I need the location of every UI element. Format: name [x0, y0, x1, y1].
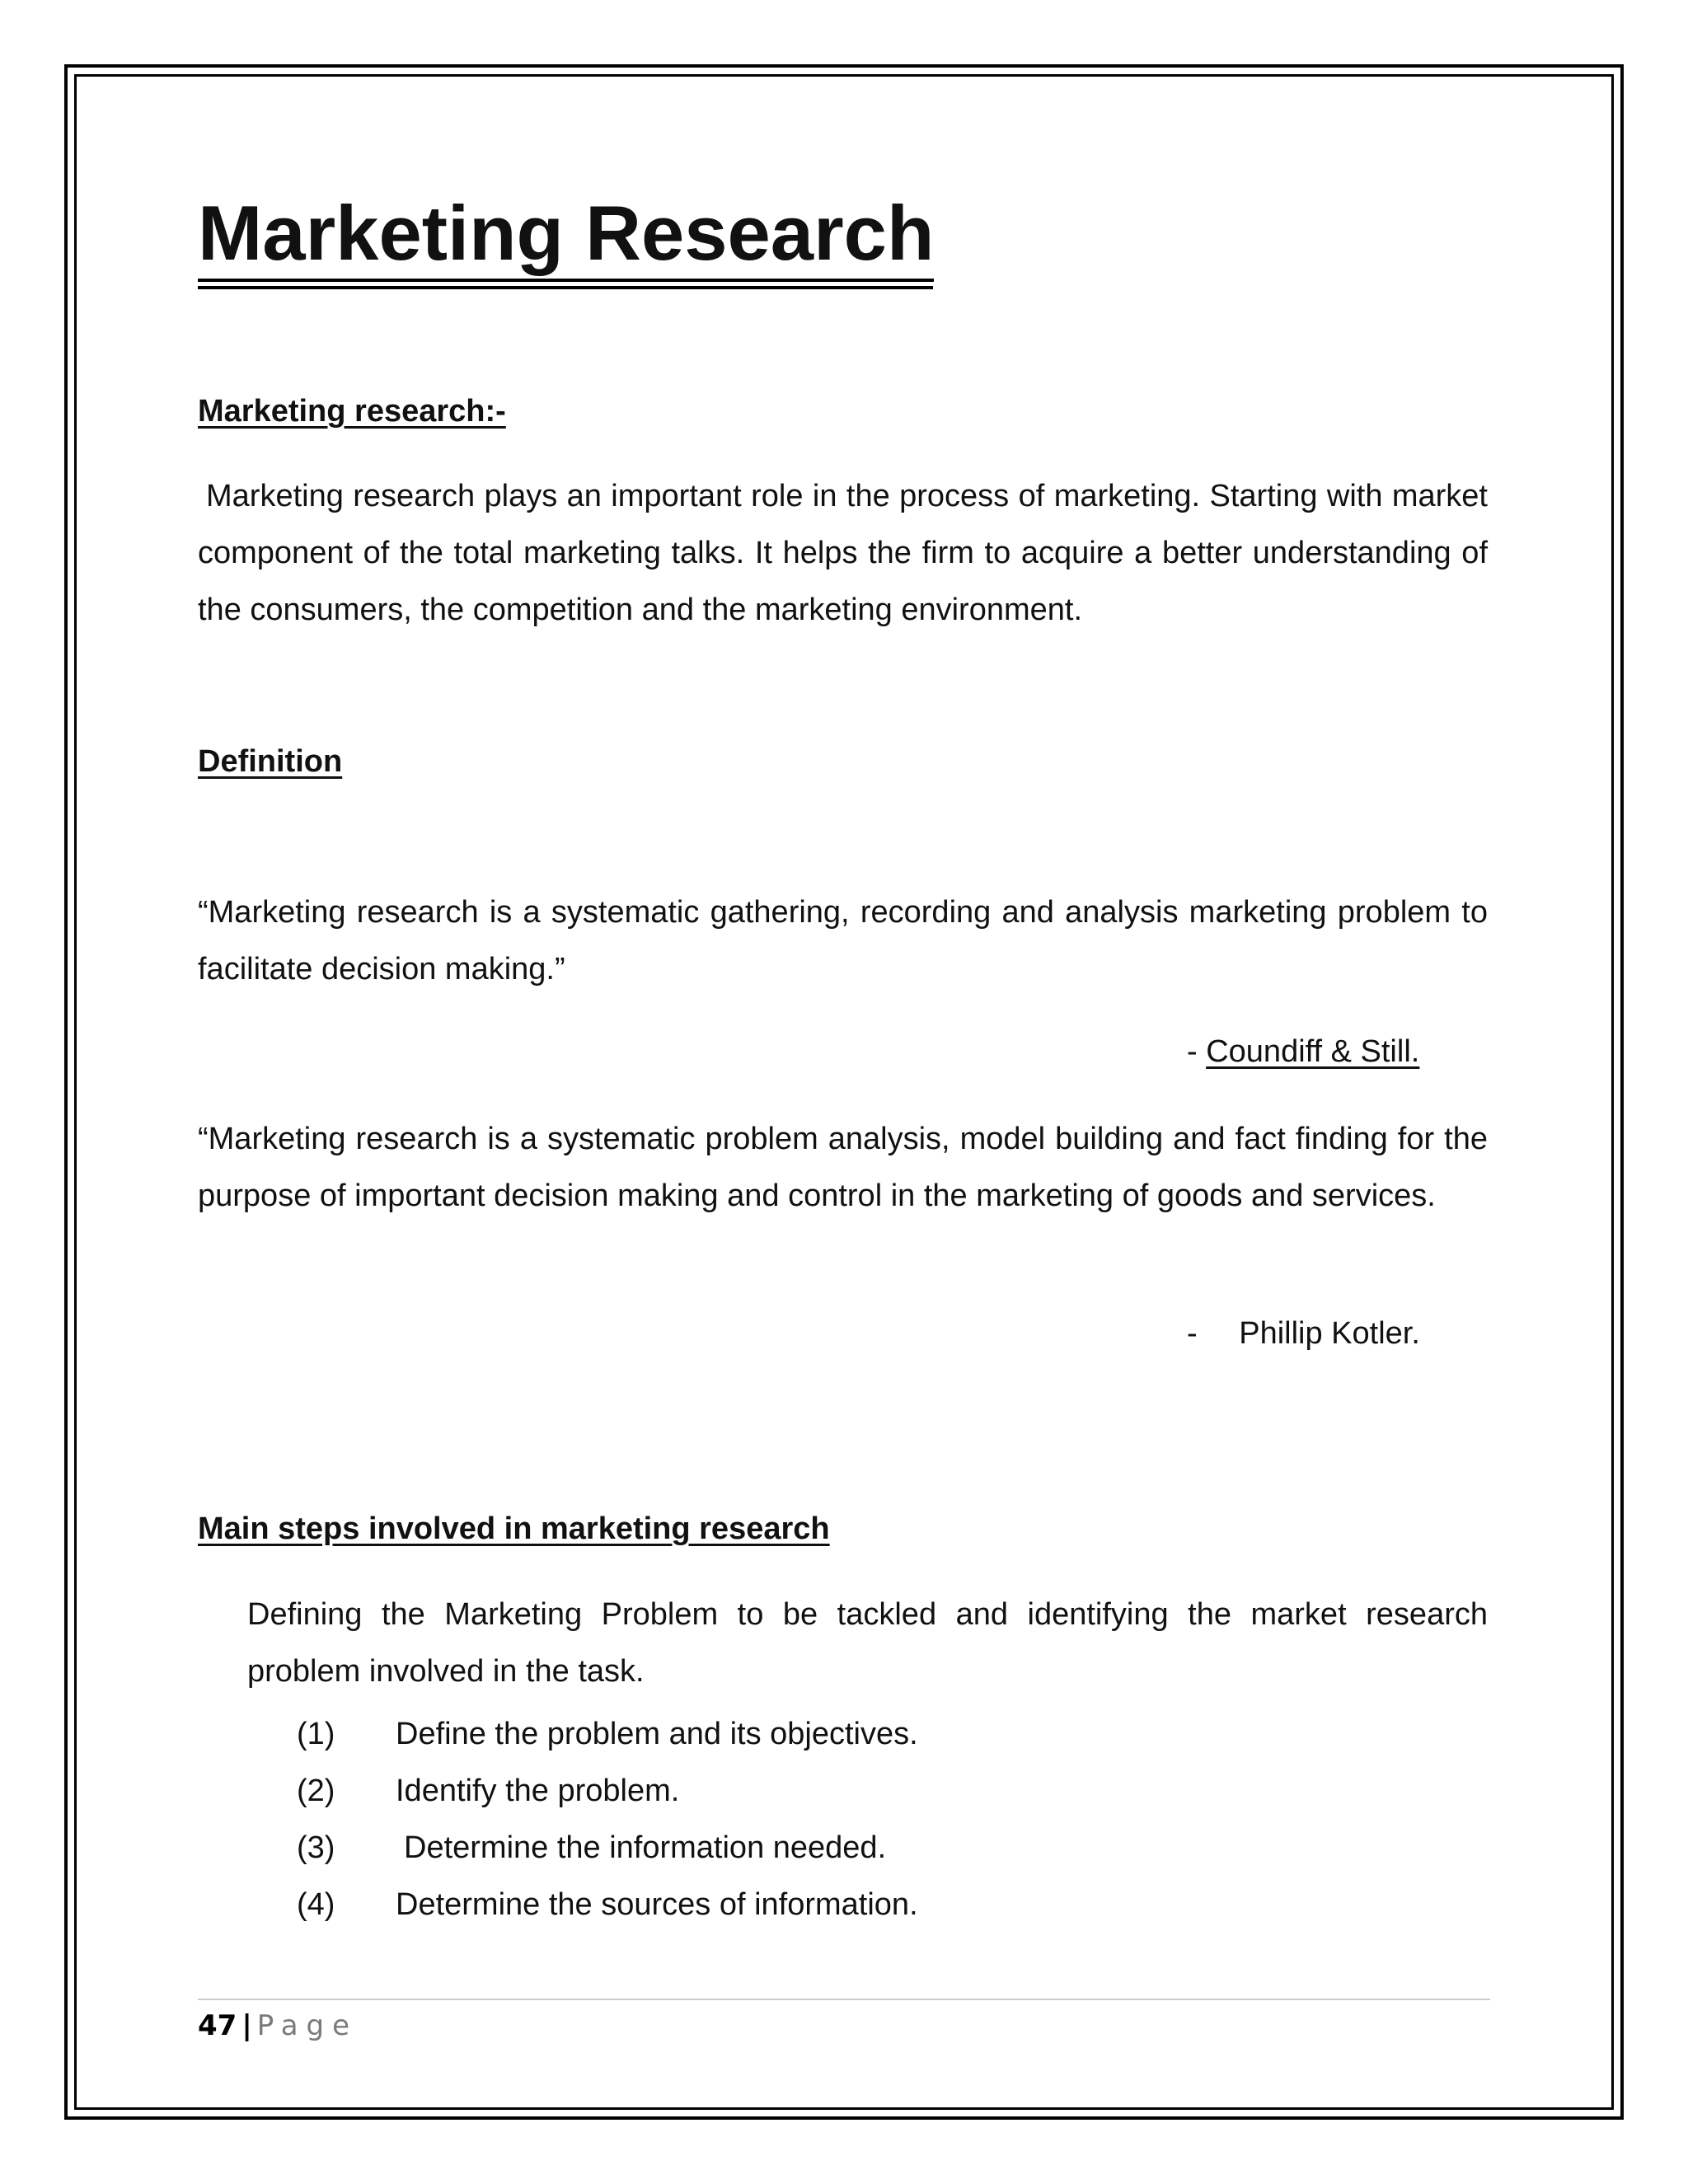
steps-intro-paragraph: Defining the Marketing Problem to be tackled and identifying the market research problem involved in the task. [247, 1597, 1488, 1689]
list-item-number: (2) [297, 1774, 335, 1808]
page-footer [198, 2009, 358, 2042]
list-item-number: (4) [297, 1887, 335, 1922]
author-dash: - [1187, 1316, 1198, 1351]
list-item [297, 1887, 918, 1923]
author-name: Phillip Kotler. [1239, 1316, 1420, 1351]
list-item-number: (3) [297, 1830, 335, 1865]
definition-author-1 [1187, 1034, 1419, 1070]
list-item-text: Define the problem and its objectives. [396, 1717, 918, 1751]
list-item-number: (1) [297, 1717, 335, 1751]
page-label: Page [256, 2009, 359, 2042]
definition-author-2 [1187, 1316, 1420, 1352]
author-dash: - [1187, 1034, 1198, 1069]
footer-divider [198, 1999, 1490, 2000]
section-heading-marketing-research: Marketing research:- [198, 394, 506, 429]
intro-paragraph: Marketing research plays an important role in the process of marketing. Starting with market component of the total marketing talks. It helps the firm to acquire a better understanding of the consumers, the competition and the marketing environment. [198, 479, 1488, 627]
list-item-text: Determine the sources of information. [396, 1887, 918, 1922]
page-title: Marketing Research [198, 194, 934, 282]
definition-quote-1: “Marketing research is a systematic gathering, recording and analysis marketing problem to facilitate decision making.” [198, 895, 1488, 987]
list-item [297, 1774, 679, 1809]
title-double-underline [198, 286, 933, 289]
footer-separator: | [241, 2009, 252, 2042]
list-item [297, 1830, 886, 1866]
list-item-text: Determine the information needed. [404, 1830, 887, 1865]
definition-quote-2: “Marketing research is a systematic problem analysis, model building and fact finding for the purpose of important decision making and control in the marketing of goods and services. [198, 1122, 1488, 1213]
section-heading-main-steps: Main steps involved in marketing research [198, 1511, 830, 1546]
section-heading-definition: Definition [198, 744, 343, 779]
author-name: Coundiff & Still. [1206, 1034, 1420, 1069]
list-item [297, 1717, 918, 1752]
list-item-text: Identify the problem. [396, 1774, 680, 1808]
page-number: 47 [198, 2009, 237, 2042]
